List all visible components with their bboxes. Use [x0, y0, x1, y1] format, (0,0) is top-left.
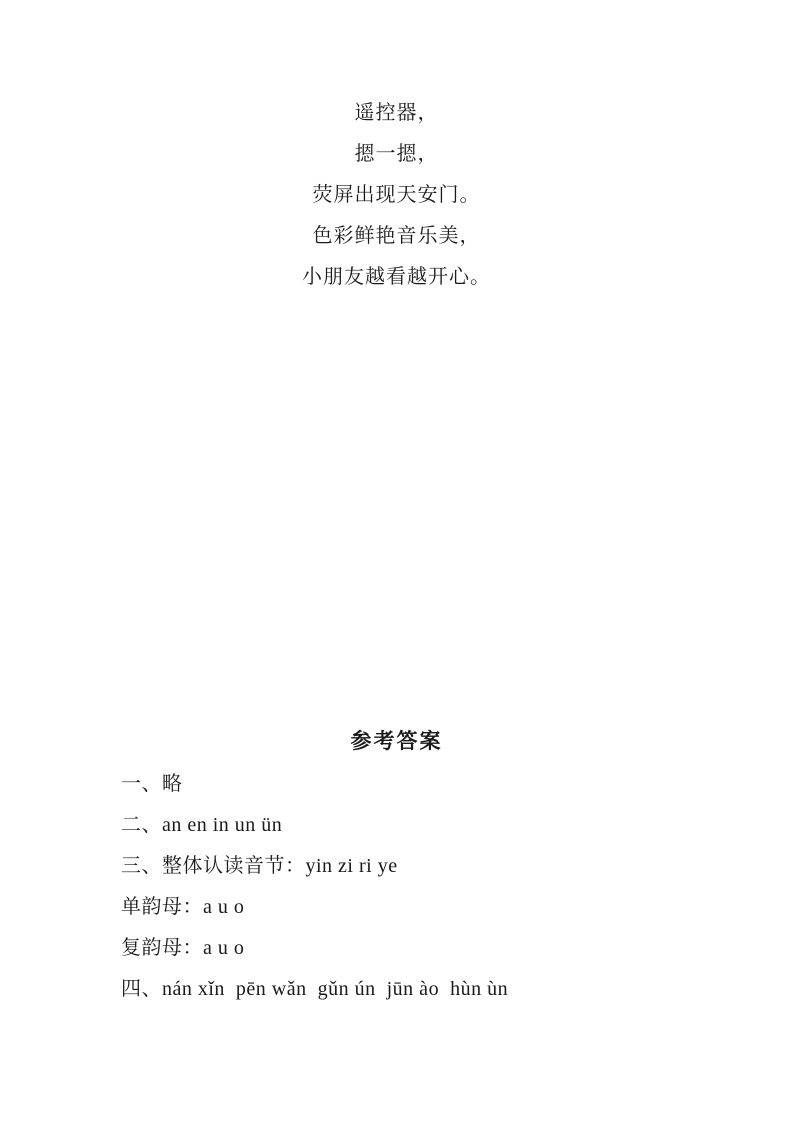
poem-line: 摁一摁，: [354, 143, 439, 165]
poem-line: 小朋友越看越开心。: [302, 266, 491, 288]
answer-key-block: [121, 764, 733, 1010]
poem-line: 色彩鲜艳音乐美，: [312, 225, 481, 247]
poem-line: 遥控器，: [354, 102, 439, 124]
poem-line: 荧屏出现天安门。: [312, 184, 481, 206]
answer-line-1: 一、略: [121, 773, 183, 795]
poem-block: [0, 93, 793, 298]
answer-key-title: 参考答案: [350, 729, 443, 753]
answer-line-4: 四、nán xǐn pēn wǎn gǔn ún jūn ào hùn ùn: [121, 978, 509, 1000]
answer-line-3-compound-finals: 复韵母：a u o: [121, 937, 245, 959]
answer-line-3-single-finals: 单韵母：a u o: [121, 896, 245, 918]
answer-line-2: 二、an en in un ün: [121, 814, 283, 836]
answer-line-3: 三、整体认读音节：yin zi ri ye: [121, 855, 398, 877]
